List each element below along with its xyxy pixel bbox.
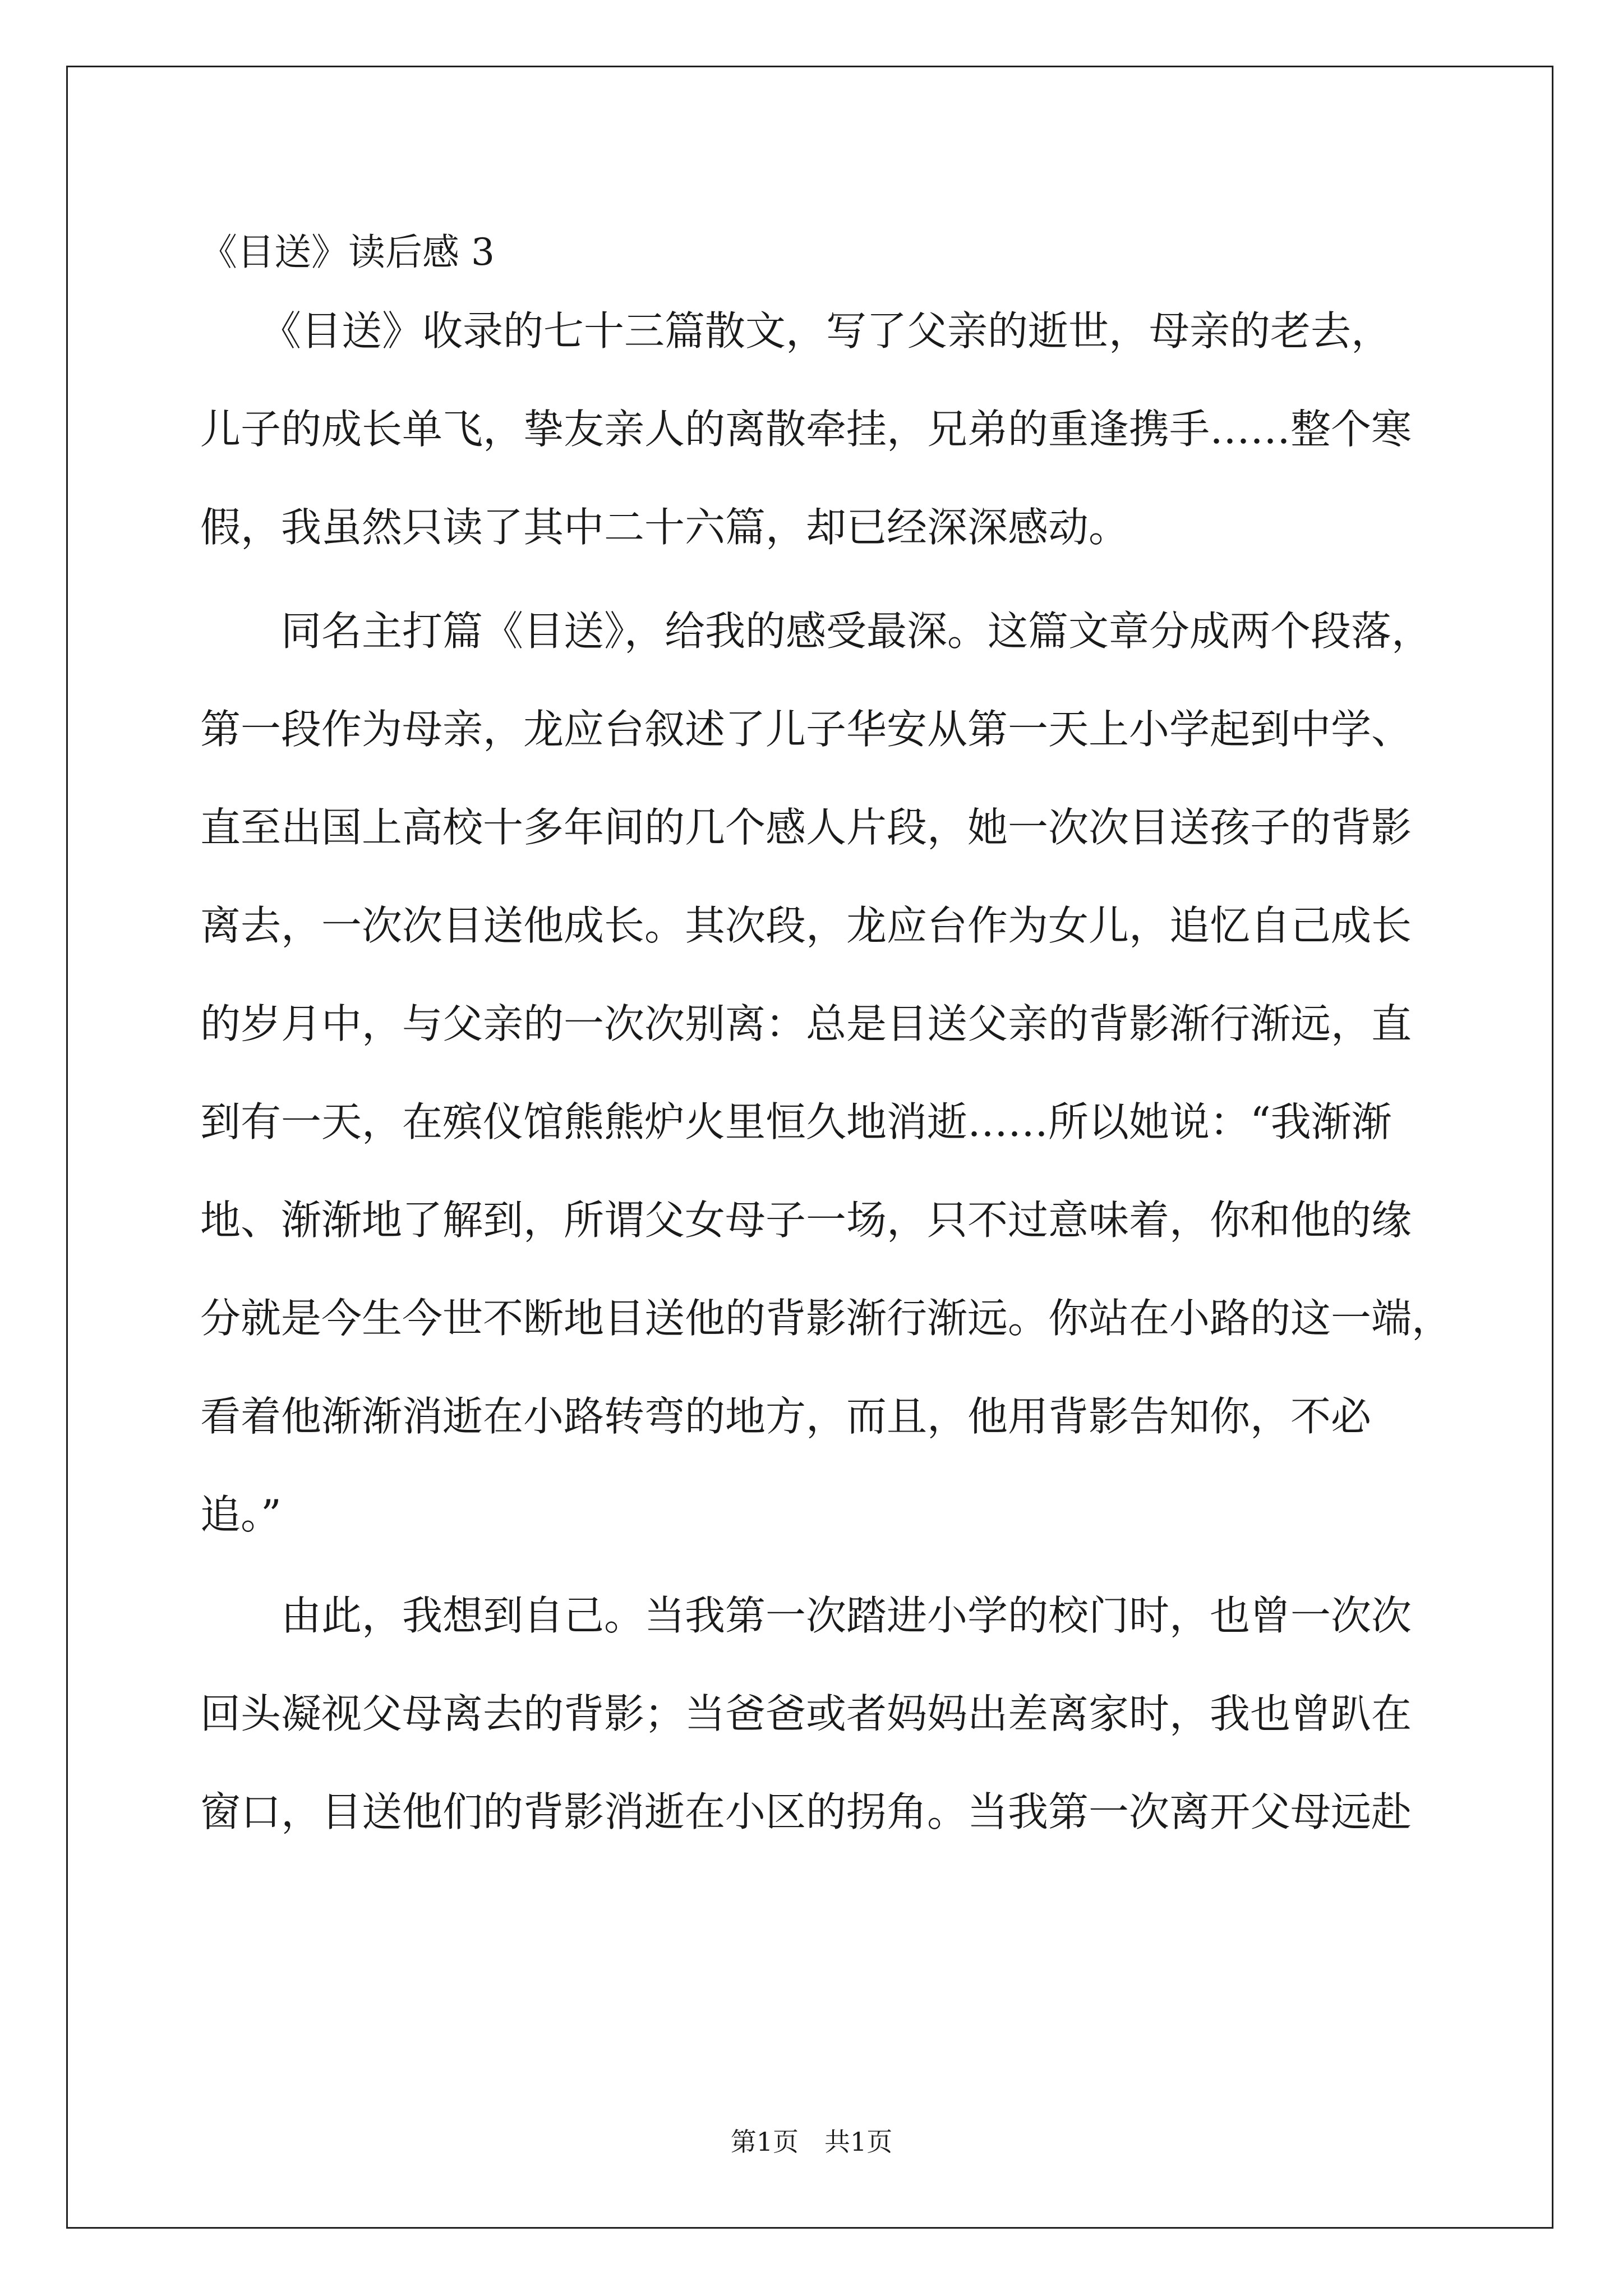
text-line: 离去，一次次目送他成长。其次段，龙应台作为女儿，追忆自己成长 <box>200 902 1412 949</box>
text-line: 窗口，目送他们的背影消逝在小区的拐角。当我第一次离开父母远赴 <box>200 1788 1412 1835</box>
text-line: 第一段作为母亲，龙应台叙述了儿子华安从第一天上小学起到中学、 <box>200 706 1412 753</box>
text-line: 地、渐渐地了解到，所谓父女母子一场，只不过意味着，你和他的缘 <box>200 1197 1412 1244</box>
document-title: 《目送》读后感 3 <box>200 231 495 274</box>
text-line: 的岁月中，与父亲的一次次别离：总是目送父亲的背影渐行渐远，直 <box>200 1000 1412 1047</box>
text-line: 由此，我想到自己。当我第一次踏进小学的校门时，也曾一次次 <box>200 1592 1412 1639</box>
text-line: 儿子的成长单飞，挚友亲人的离散牵挂，兄弟的重逢携手……整个寒 <box>200 406 1412 453</box>
page-number: 第1页 共1页 <box>730 2127 893 2157</box>
text-line: 看着他渐渐消逝在小路转弯的地方，而且，他用背影告知你，不必 <box>200 1393 1372 1440</box>
text-line: 分就是今生今世不断地目送他的背影渐行渐远。你站在小路的这一端， <box>200 1295 1453 1342</box>
text-line: 直至出国上高校十多年间的几个感人片段，她一次次目送孩子的背影 <box>200 804 1412 851</box>
text-line: 到有一天，在殡仪馆熊熊炉火里恒久地消逝……所以她说：“我渐渐 <box>200 1098 1392 1145</box>
text-line: 同名主打篇《目送》，给我的感受最深。这篇文章分成两个段落， <box>200 608 1432 655</box>
text-line: 回头凝视父母离去的背影；当爸爸或者妈妈出差离家时，我也曾趴在 <box>200 1690 1412 1737</box>
text-line: 《目送》收录的七十三篇散文，写了父亲的逝世，母亲的老去， <box>200 307 1392 355</box>
text-line: 追。” <box>200 1491 282 1538</box>
text-line: 假，我虽然只读了其中二十六篇，却已经深深感动。 <box>200 504 1129 551</box>
